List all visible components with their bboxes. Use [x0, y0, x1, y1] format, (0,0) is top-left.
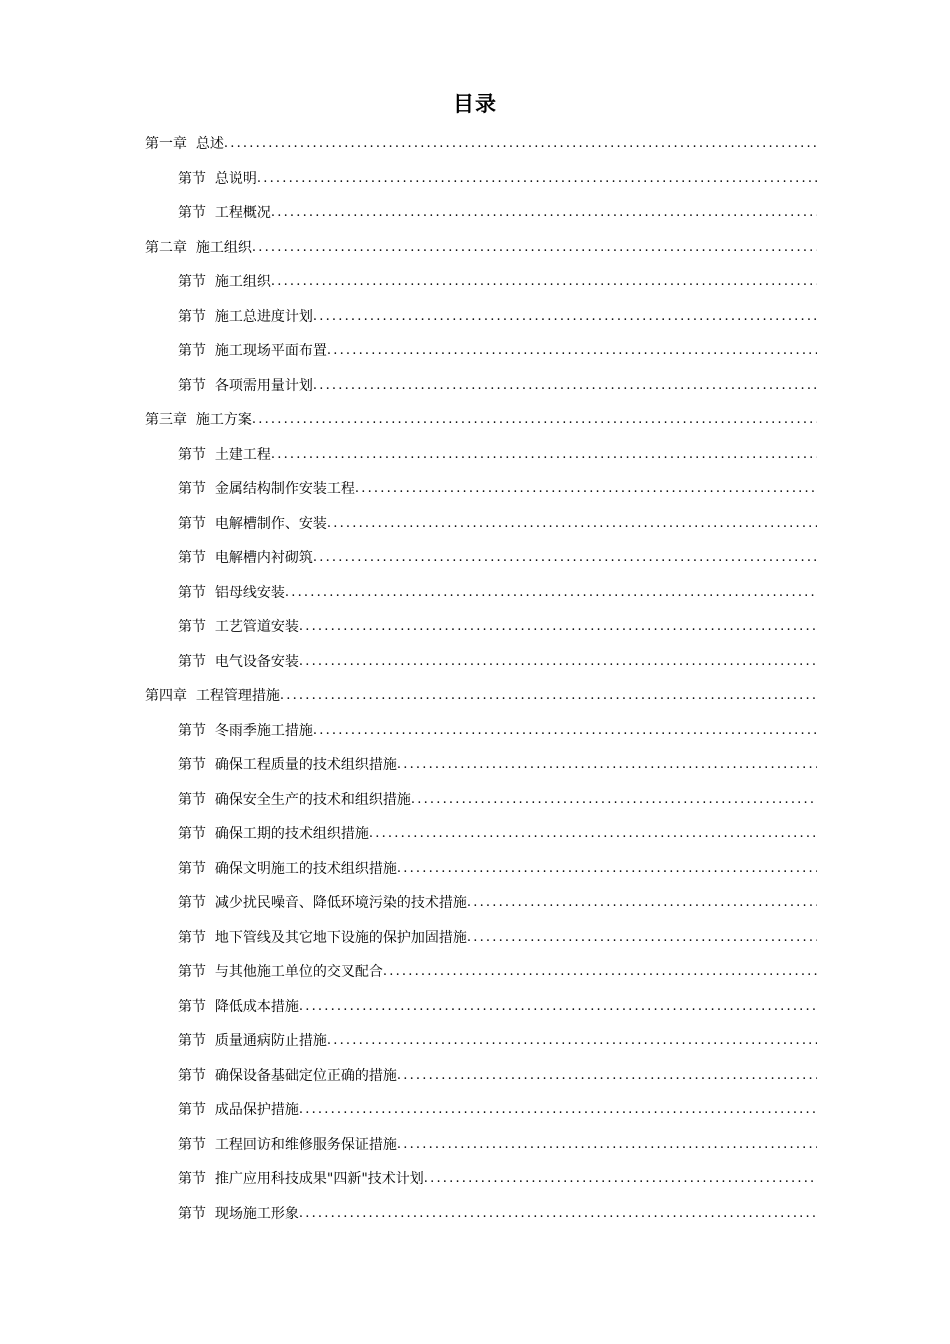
toc-entry-label: 第节 施工组织: [178, 274, 271, 291]
dot-leader: [327, 343, 817, 359]
toc-entry-label: 第节 总说明: [178, 170, 257, 187]
toc-section-entry[interactable]: [145, 265, 817, 300]
dot-leader: [467, 895, 817, 911]
toc-entry-label: 第节 确保设备基础定位正确的措施: [178, 1067, 397, 1084]
toc-entry-label: 第节 确保安全生产的技术和组织措施: [178, 791, 411, 808]
toc-chapter-entry[interactable]: [145, 231, 817, 266]
toc-entry-label: 第节 冬雨季施工措施: [178, 722, 313, 739]
toc-entry-label: 第节 成品保护措施: [178, 1102, 299, 1119]
dot-leader: [313, 378, 817, 394]
toc-section-entry[interactable]: [145, 369, 817, 404]
dot-leader: [252, 412, 817, 428]
toc-chapter-entry[interactable]: [145, 679, 817, 714]
toc-section-entry[interactable]: [145, 817, 817, 852]
dot-leader: [285, 585, 817, 601]
dot-leader: [397, 757, 817, 773]
toc-section-entry[interactable]: [145, 921, 817, 956]
toc-section-entry[interactable]: [145, 576, 817, 611]
toc-section-entry[interactable]: [145, 783, 817, 818]
dot-leader: [271, 274, 817, 290]
toc-entry-label: 第节 金属结构制作安装工程: [178, 481, 355, 498]
toc-entry-label: 第节 与其他施工单位的交叉配合: [178, 964, 383, 981]
dot-leader: [383, 964, 817, 980]
toc-section-entry[interactable]: [145, 300, 817, 335]
toc-section-entry[interactable]: [145, 541, 817, 576]
toc-entry-label: 第一章 总述: [145, 136, 224, 153]
toc-entry-label: 第节 电气设备安装: [178, 653, 299, 670]
dot-leader: [252, 240, 817, 256]
dot-leader: [424, 1171, 817, 1187]
toc-entry-label: 第节 推广应用科技成果"四新"技术计划: [178, 1171, 424, 1188]
dot-leader: [299, 1206, 817, 1222]
toc-entry-label: 第二章 施工组织: [145, 239, 252, 256]
toc-section-entry[interactable]: [145, 438, 817, 473]
toc-entry-label: 第节 电解槽内衬砌筑: [178, 550, 313, 567]
dot-leader: [313, 550, 817, 566]
dot-leader: [313, 309, 817, 325]
toc-section-entry[interactable]: [145, 1093, 817, 1128]
dot-leader: [327, 1033, 817, 1049]
dot-leader: [271, 447, 817, 463]
dot-leader: [299, 619, 817, 635]
toc-entry-label: 第节 施工总进度计划: [178, 308, 313, 325]
toc-entry-label: 第节 各项需用量计划: [178, 377, 313, 394]
toc-entry-label: 第四章 工程管理措施: [145, 688, 280, 705]
toc-section-entry[interactable]: [145, 1024, 817, 1059]
dot-leader: [467, 930, 817, 946]
dot-leader: [397, 1137, 817, 1153]
toc-title: 目录: [453, 91, 497, 116]
dot-leader: [299, 999, 817, 1015]
toc-entry-label: 第节 地下管线及其它地下设施的保护加固措施: [178, 929, 467, 946]
dot-leader: [299, 654, 817, 670]
toc-section-entry[interactable]: [145, 1162, 817, 1197]
toc-section-entry[interactable]: [145, 610, 817, 645]
toc-entry-label: 第节 电解槽制作、安装: [178, 515, 327, 532]
dot-leader: [313, 723, 817, 739]
dot-leader: [224, 136, 817, 152]
toc-entry-label: 第节 减少扰民噪音、降低环境污染的技术措施: [178, 895, 467, 912]
toc-entry-label: 第节 土建工程: [178, 446, 271, 463]
toc-section-entry[interactable]: [145, 1128, 817, 1163]
toc-section-entry[interactable]: [145, 990, 817, 1025]
toc-section-entry[interactable]: [145, 645, 817, 680]
toc-entry-label: 第节 工程概况: [178, 205, 271, 222]
toc-section-entry[interactable]: [145, 748, 817, 783]
dot-leader: [397, 1068, 817, 1084]
toc-section-entry[interactable]: [145, 886, 817, 921]
dot-leader: [369, 826, 817, 842]
toc-entry-label: 第节 施工现场平面布置: [178, 343, 327, 360]
dot-leader: [280, 688, 817, 704]
toc-section-entry[interactable]: [145, 1197, 817, 1232]
toc-entry-label: 第节 降低成本措施: [178, 998, 299, 1015]
dot-leader: [257, 171, 817, 187]
toc-entry-label: 第节 确保工程质量的技术组织措施: [178, 757, 397, 774]
toc-entry-label: 第节 质量通病防止措施: [178, 1033, 327, 1050]
toc-entry-label: 第节 现场施工形象: [178, 1205, 299, 1222]
toc-entry-label: 第节 铝母线安装: [178, 584, 285, 601]
dot-leader: [299, 1102, 817, 1118]
toc-section-entry[interactable]: [145, 714, 817, 749]
toc-section-entry[interactable]: [145, 507, 817, 542]
toc-section-entry[interactable]: [145, 472, 817, 507]
toc-section-entry[interactable]: [145, 334, 817, 369]
toc-section-entry[interactable]: [145, 196, 817, 231]
toc-entry-label: 第节 确保文明施工的技术组织措施: [178, 860, 397, 877]
toc-entry-label: 第节 确保工期的技术组织措施: [178, 826, 369, 843]
toc-chapter-entry[interactable]: [145, 127, 817, 162]
dot-leader: [355, 481, 817, 497]
dot-leader: [411, 792, 817, 808]
toc-entry-label: 第节 工程回访和维修服务保证措施: [178, 1136, 397, 1153]
toc-chapter-entry[interactable]: [145, 403, 817, 438]
dot-leader: [271, 205, 817, 221]
toc-section-entry[interactable]: [145, 955, 817, 990]
toc-entry-label: 第节 工艺管道安装: [178, 619, 299, 636]
toc-section-entry[interactable]: [145, 162, 817, 197]
toc-entry-label: 第三章 施工方案: [145, 412, 252, 429]
toc-section-entry[interactable]: [145, 1059, 817, 1094]
dot-leader: [327, 516, 817, 532]
toc-list: [145, 127, 817, 1231]
toc-section-entry[interactable]: [145, 852, 817, 887]
dot-leader: [397, 861, 817, 877]
